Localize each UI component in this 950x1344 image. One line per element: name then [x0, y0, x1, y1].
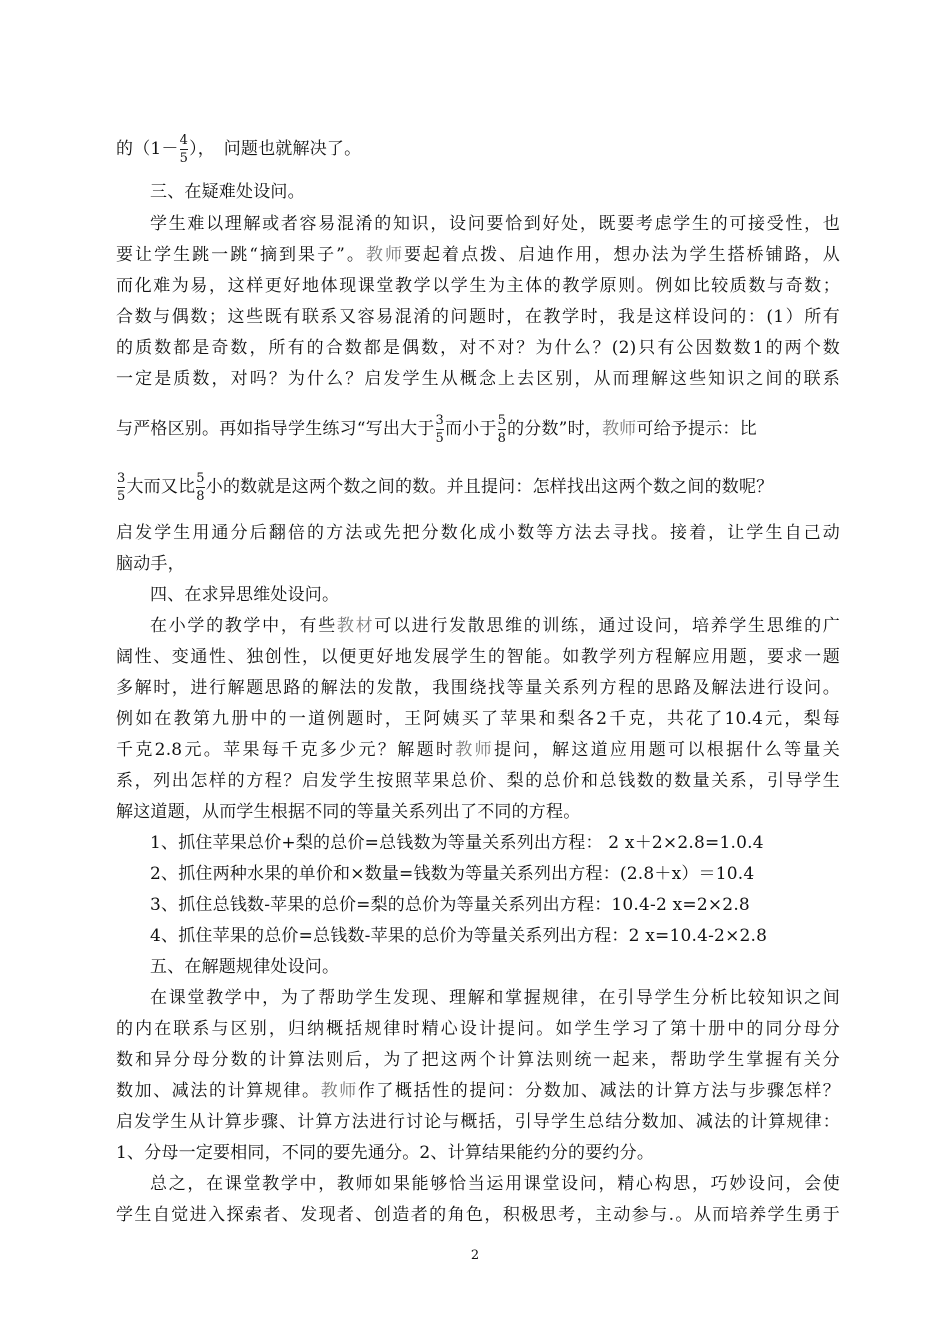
paragraph-line: 启发学生用通分后翻倍的方法或先把分数化成小数等方法去寻找。接着，让学生自己动	[116, 523, 840, 543]
paragraph-line: 总之，在课堂教学中，教师如果能够恰当运用课堂设问，精心构思，巧妙设问，会使	[150, 1174, 840, 1194]
paragraph-line: $\frac{3}{5}$ 大而又比 $\frac{5}{8}$ 小的数就是这两个数之间的数。并且提问：怎样找出这两个数之间的数呢？	[117, 471, 774, 504]
paragraph-line: 在小学的教学中，有些教材可以进行发散思维的训练，通过设问，培养学生思维的广	[150, 616, 841, 636]
paragraph-line: 千克2.8元。苹果每千克多少元？解题时教师提问，解这道应用题可以根据什么等量关	[116, 740, 840, 760]
paragraph-line: 例如在教第九册中的一道例题时，王阿姨买了苹果和梨各2千克，共花了10.4元，梨每	[116, 709, 840, 729]
paragraph-line: 数和异分母分数的计算法则后，为了把这两个计算法则统一起来，帮助学生掌握有关分	[116, 1050, 840, 1070]
link-teacher[interactable]: 教师	[320, 1081, 358, 1101]
link-textbook[interactable]: 教材	[336, 616, 375, 636]
paragraph-line: 数加、减法的计算规律。教师作了概括性的提问：分数加、减法的计算方法与步骤怎样？	[116, 1081, 841, 1101]
fraction: $\frac{5}{8}$	[196, 471, 205, 504]
paragraph-line: 要让学生跳一跳“摘到果子”。教师要起着点拨、启迪作用，想办法为学生搭桥铺路，从	[116, 245, 840, 265]
paragraph-line: 学生难以理解或者容易混淆的知识，设问要恰到好处，既要考虑学生的可接受性，也	[150, 214, 840, 234]
fraction: $\frac{3}{5}$	[117, 471, 126, 504]
fraction: $\frac{4}{5}$	[179, 133, 189, 166]
equation-item: 4、抓住苹果的总价=总钱数-苹果的总价为等量关系列出方程：2 x=10.4-2×2.8	[150, 926, 768, 946]
paragraph-line: 解这道题，从而学生根据不同的等量关系列出了不同的方程。	[116, 802, 581, 822]
paragraph-line: 与严格区别。再如指导学生练习“写出大于 $\frac{3}{5}$ 而小于 $\frac{5}{8}$ 的分数”时，教师可给予提示：比	[116, 413, 757, 446]
paragraph-line: 脑动手，	[116, 554, 185, 574]
section-heading: 五、在解题规律处设问。	[150, 957, 340, 977]
paragraph-line: 的（1－ $\frac{4}{5}$ ）， 问题也就解决了。	[116, 133, 362, 166]
equation-item: 3、抓住总钱数-苹果的总价=梨的总价为等量关系列出方程：10.4-2 x=2×2.8	[150, 895, 750, 915]
paragraph-line: 系，列出怎样的方程？启发学生按照苹果总价、梨的总价和总钱数的数量关系，引导学生	[116, 771, 840, 791]
paragraph-line: 一定是质数，对吗？为什么？启发学生从概念上去区别，从而理解这些知识之间的联系	[116, 369, 840, 389]
paragraph-line: 的质数都是奇数，所有的合数都是偶数，对不对？为什么？(2)只有公因数数1的两个数	[116, 338, 840, 358]
link-teacher[interactable]: 教师	[365, 245, 404, 265]
paragraph-line: 合数与偶数；这些既有联系又容易混淆的问题时，在教学时，我是这样设问的：(1）所有	[116, 307, 840, 327]
paragraph-line: 多解时，进行解题思路的解法的发散，我围绕找等量关系列方程的思路及解法进行设问。	[116, 678, 840, 698]
equation-item: 2、抓住两种水果的单价和×数量=钱数为等量关系列出方程：(2.8＋x）＝10.4	[150, 864, 755, 884]
section-heading: 三、在疑难处设问。	[150, 182, 305, 202]
equation-item: 1、抓住苹果总价+梨的总价=总钱数为等量关系列出方程： 2 x＋2×2.8=1.0.4	[150, 833, 764, 853]
link-teacher[interactable]: 教师	[601, 419, 637, 439]
paragraph-line: 启发学生从计算步骤、计算方法进行讨论与概括，引导学生总结分数加、减法的计算规律：	[116, 1112, 840, 1132]
link-teacher[interactable]: 教师	[455, 740, 494, 760]
paragraph-line: 学生自觉进入探索者、发现者、创造者的角色，积极思考，主动参与.。从而培养学生勇于	[116, 1205, 840, 1225]
page-number: 2	[470, 1248, 480, 1263]
fraction: $\frac{3}{5}$	[435, 413, 444, 446]
section-heading: 四、在求异思维处设问。	[150, 585, 340, 605]
paragraph-line: 阔性、变通性、独创性，以便更好地发展学生的智能。如教学列方程解应用题，要求一题	[116, 647, 840, 667]
paragraph-line: 而化难为易，这样更好地体现课堂教学以学生为主体的教学原则。例如比较质数与奇数；	[116, 276, 840, 296]
paragraph-line: 的内在联系与区别，归纳概括规律时精心设计提问。如学生学习了第十册中的同分母分	[116, 1019, 840, 1039]
paragraph-line: 在课堂教学中，为了帮助学生发现、理解和掌握规律，在引导学生分析比较知识之间	[150, 988, 840, 1008]
fraction: $\frac{5}{8}$	[497, 413, 507, 446]
paragraph-line: 1、分母一定要相同，不同的要先通分。2、计算结果能约分的要约分。	[116, 1143, 655, 1163]
